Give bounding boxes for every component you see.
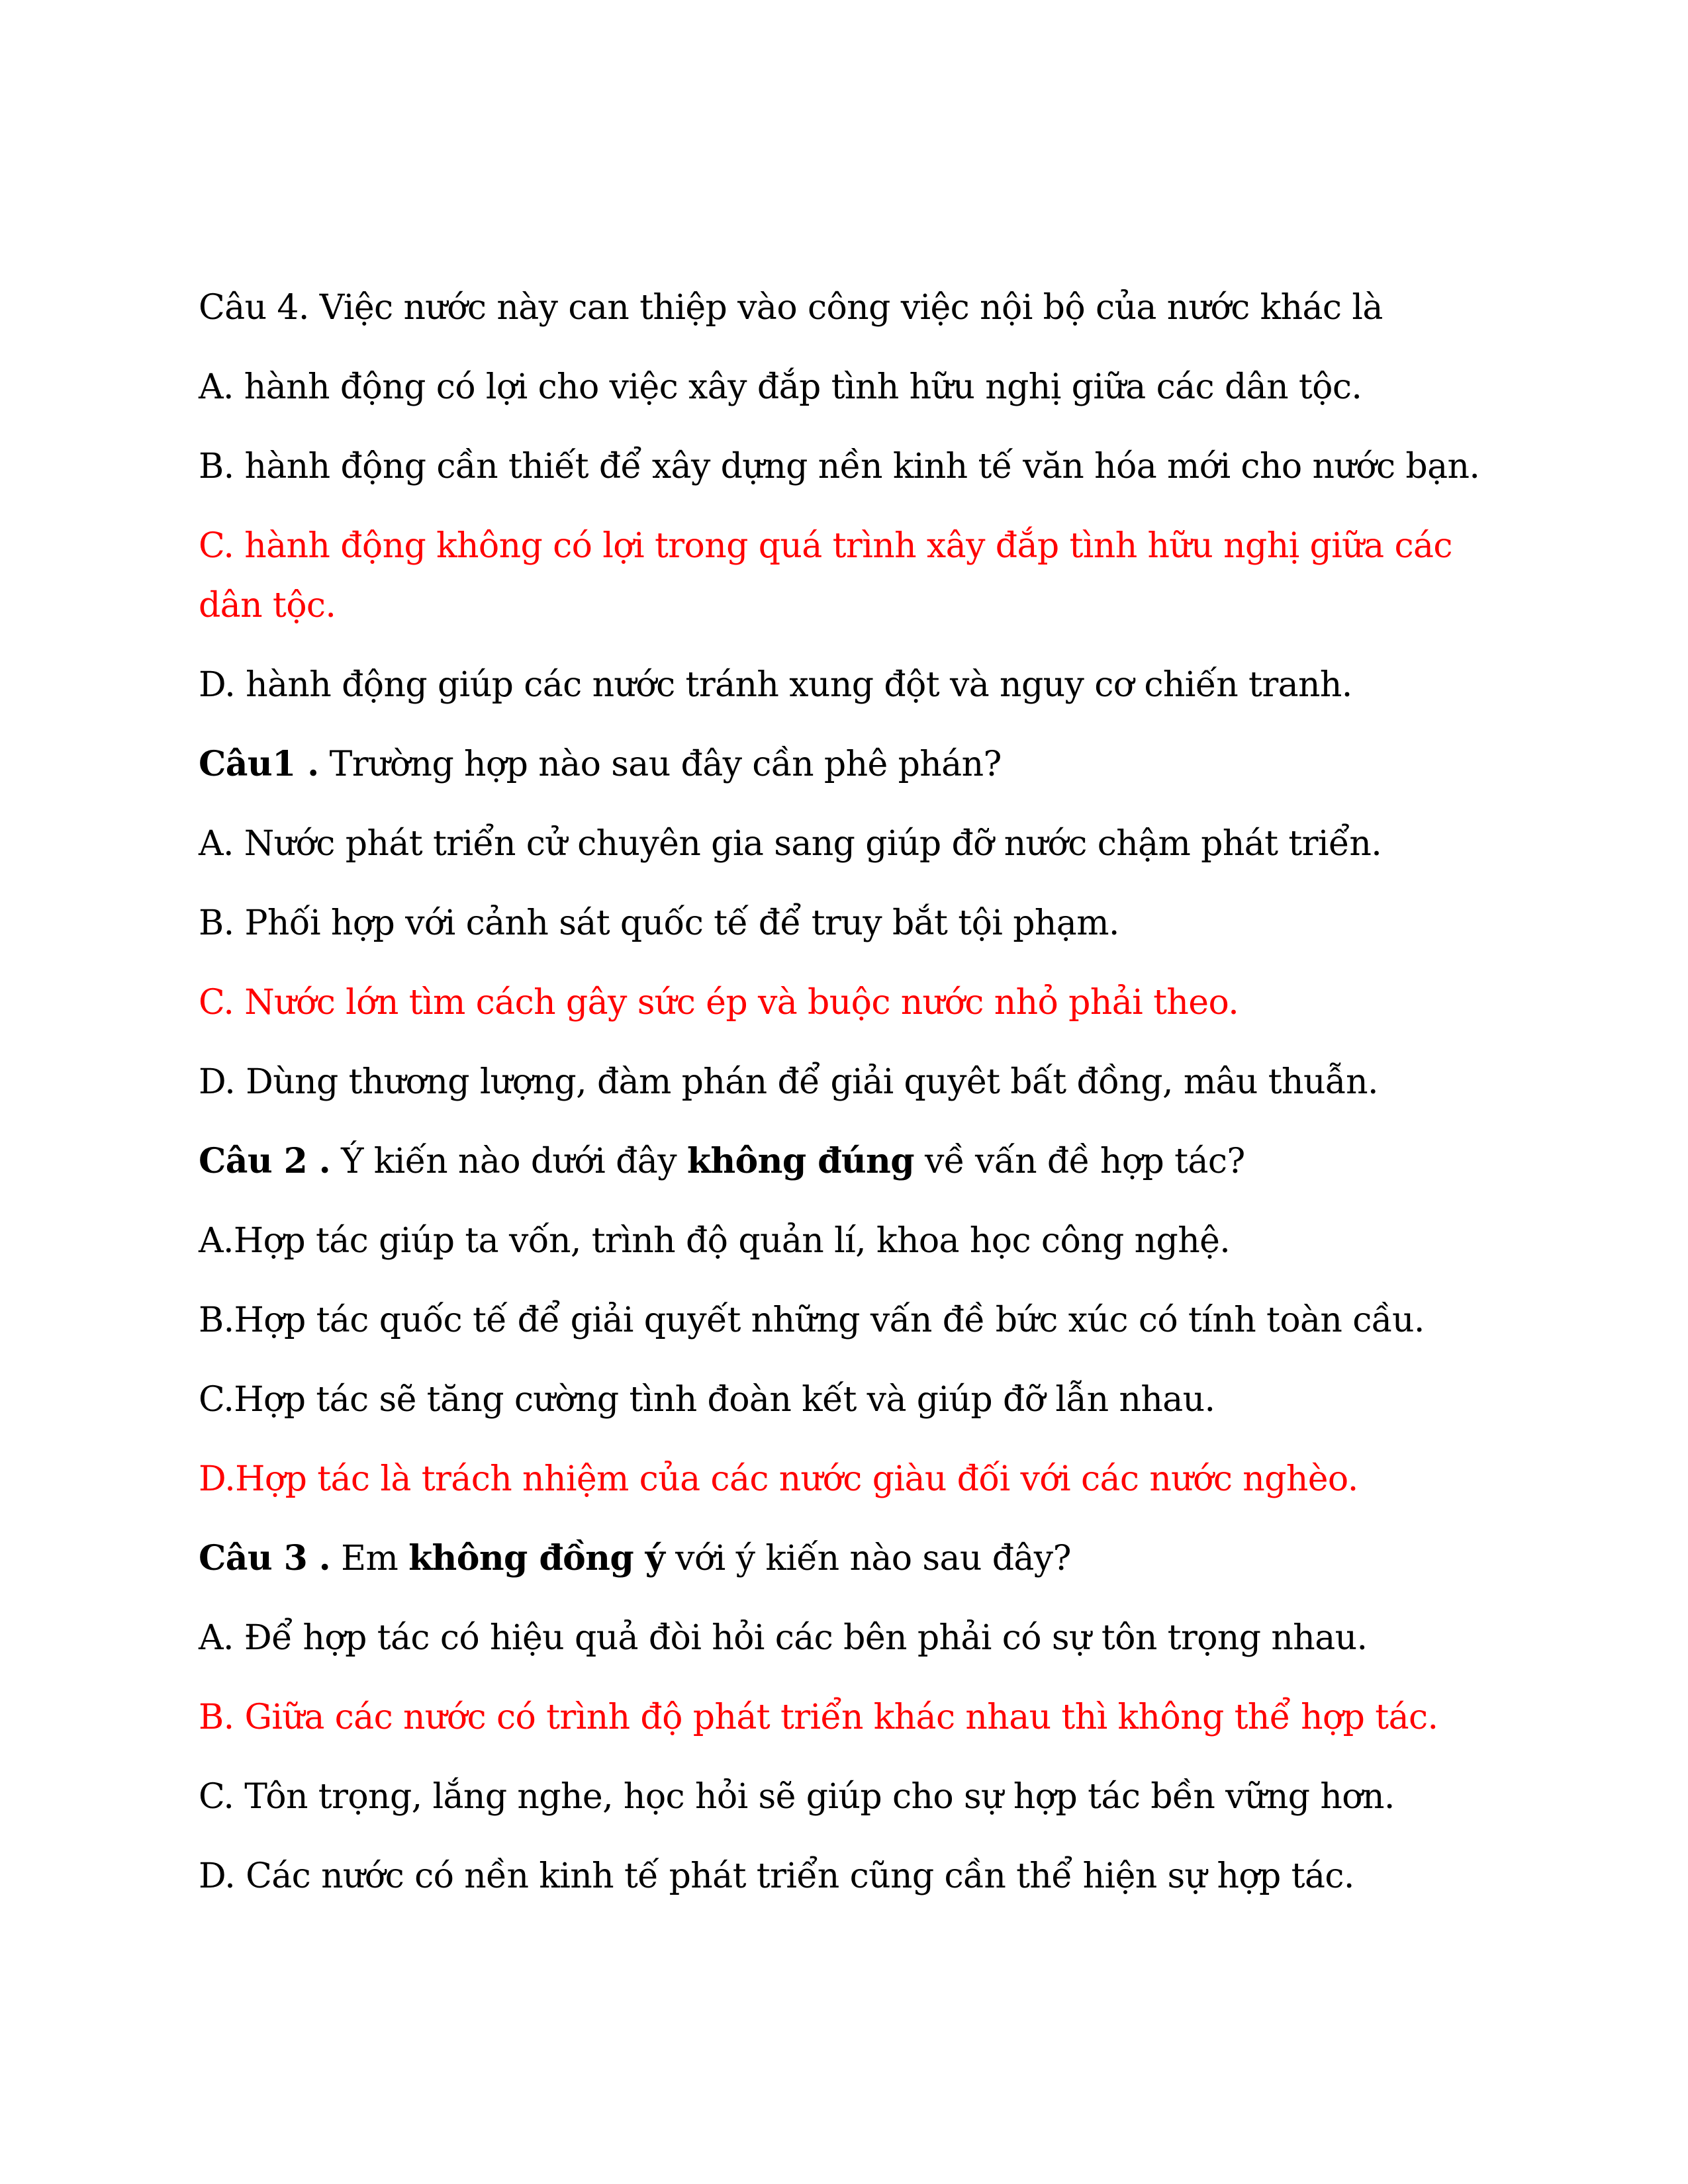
question-3-option-a: A. Để hợp tác có hiệu quả đòi hỏi các bên phải có sự tôn trọng nhau. bbox=[199, 1618, 1368, 1658]
question-2-option-c: C.Hợp tác sẽ tăng cường tình đoàn kết và giúp đỡ lẫn nhau. bbox=[199, 1380, 1215, 1420]
question-2-question-pre: Ý kiến nào dưới đây bbox=[330, 1142, 687, 1181]
question-2-option-d-answer: D.Hợp tác là trách nhiệm của các nước giàu đối với các nước nghèo. bbox=[199, 1459, 1358, 1499]
question-1-text bbox=[199, 735, 1496, 794]
question-4-option-d: D. hành động giúp các nước tránh xung đột và nguy cơ chiến tranh. bbox=[199, 665, 1352, 705]
question-1-question: Trường hợp nào sau đây cần phê phán? bbox=[318, 745, 1002, 784]
question-2-question-post: về vấn đề hợp tác? bbox=[914, 1142, 1245, 1181]
question-4-text: Câu 4. Việc nước này can thiệp vào công việc nội bộ của nước khác là bbox=[199, 288, 1383, 328]
question-4-option-a: A. hành động có lợi cho việc xây đắp tình hữu nghị giữa các dân tộc. bbox=[199, 367, 1362, 407]
question-3-question-pre: Em bbox=[330, 1539, 409, 1578]
question-3-question-emphasis: không đồng ý bbox=[408, 1538, 665, 1578]
question-3-option-c: C. Tôn trọng, lắng nghe, học hỏi sẽ giúp cho sự hợp tác bền vững hơn. bbox=[199, 1777, 1395, 1817]
question-1-option-d: D. Dùng thương lượng, đàm phán để giải quyêt bất đồng, mâu thuẫn. bbox=[199, 1062, 1378, 1102]
question-1-option-b: B. Phối hợp với cảnh sát quốc tế để truy bắt tội phạm. bbox=[199, 903, 1119, 943]
document-body bbox=[199, 278, 1496, 1926]
question-1-label: Câu1 . bbox=[199, 744, 319, 784]
question-3-text bbox=[199, 1529, 1496, 1588]
question-3-option-b-answer: B. Giữa các nước có trình độ phát triển khác nhau thì không thể hợp tác. bbox=[199, 1698, 1438, 1737]
question-2-option-b: B.Hợp tác quốc tế để giải quyết những vấn đề bức xúc có tính toàn cầu. bbox=[199, 1300, 1425, 1340]
question-2-question-emphasis: không đúng bbox=[686, 1141, 915, 1181]
question-4-option-b: B. hành động cần thiết để xây dựng nền kinh tế văn hóa mới cho nước bạn. bbox=[199, 447, 1480, 486]
question-1-option-c-answer: C. Nước lớn tìm cách gây sức ép và buộc nước nhỏ phải theo. bbox=[199, 983, 1239, 1023]
question-2-option-a: A.Hợp tác giúp ta vốn, trình độ quản lí, khoa học công nghệ. bbox=[199, 1221, 1231, 1261]
question-3-question-post: với ý kiến nào sau đây? bbox=[665, 1539, 1071, 1578]
question-2-text bbox=[199, 1132, 1496, 1191]
question-2-label: Câu 2 . bbox=[199, 1141, 331, 1181]
question-1-option-a: A. Nước phát triển cử chuyên gia sang giúp đỡ nước chậm phát triển. bbox=[199, 824, 1382, 864]
question-3-label: Câu 3 . bbox=[199, 1538, 331, 1578]
question-3-option-d: D. Các nước có nền kinh tế phát triển cũng cần thể hiện sự hợp tác. bbox=[199, 1856, 1354, 1896]
question-4-option-c-answer: C. hành động không có lợi trong quá trình xây đắp tình hữu nghị giữa các dân tộc. bbox=[199, 526, 1452, 625]
